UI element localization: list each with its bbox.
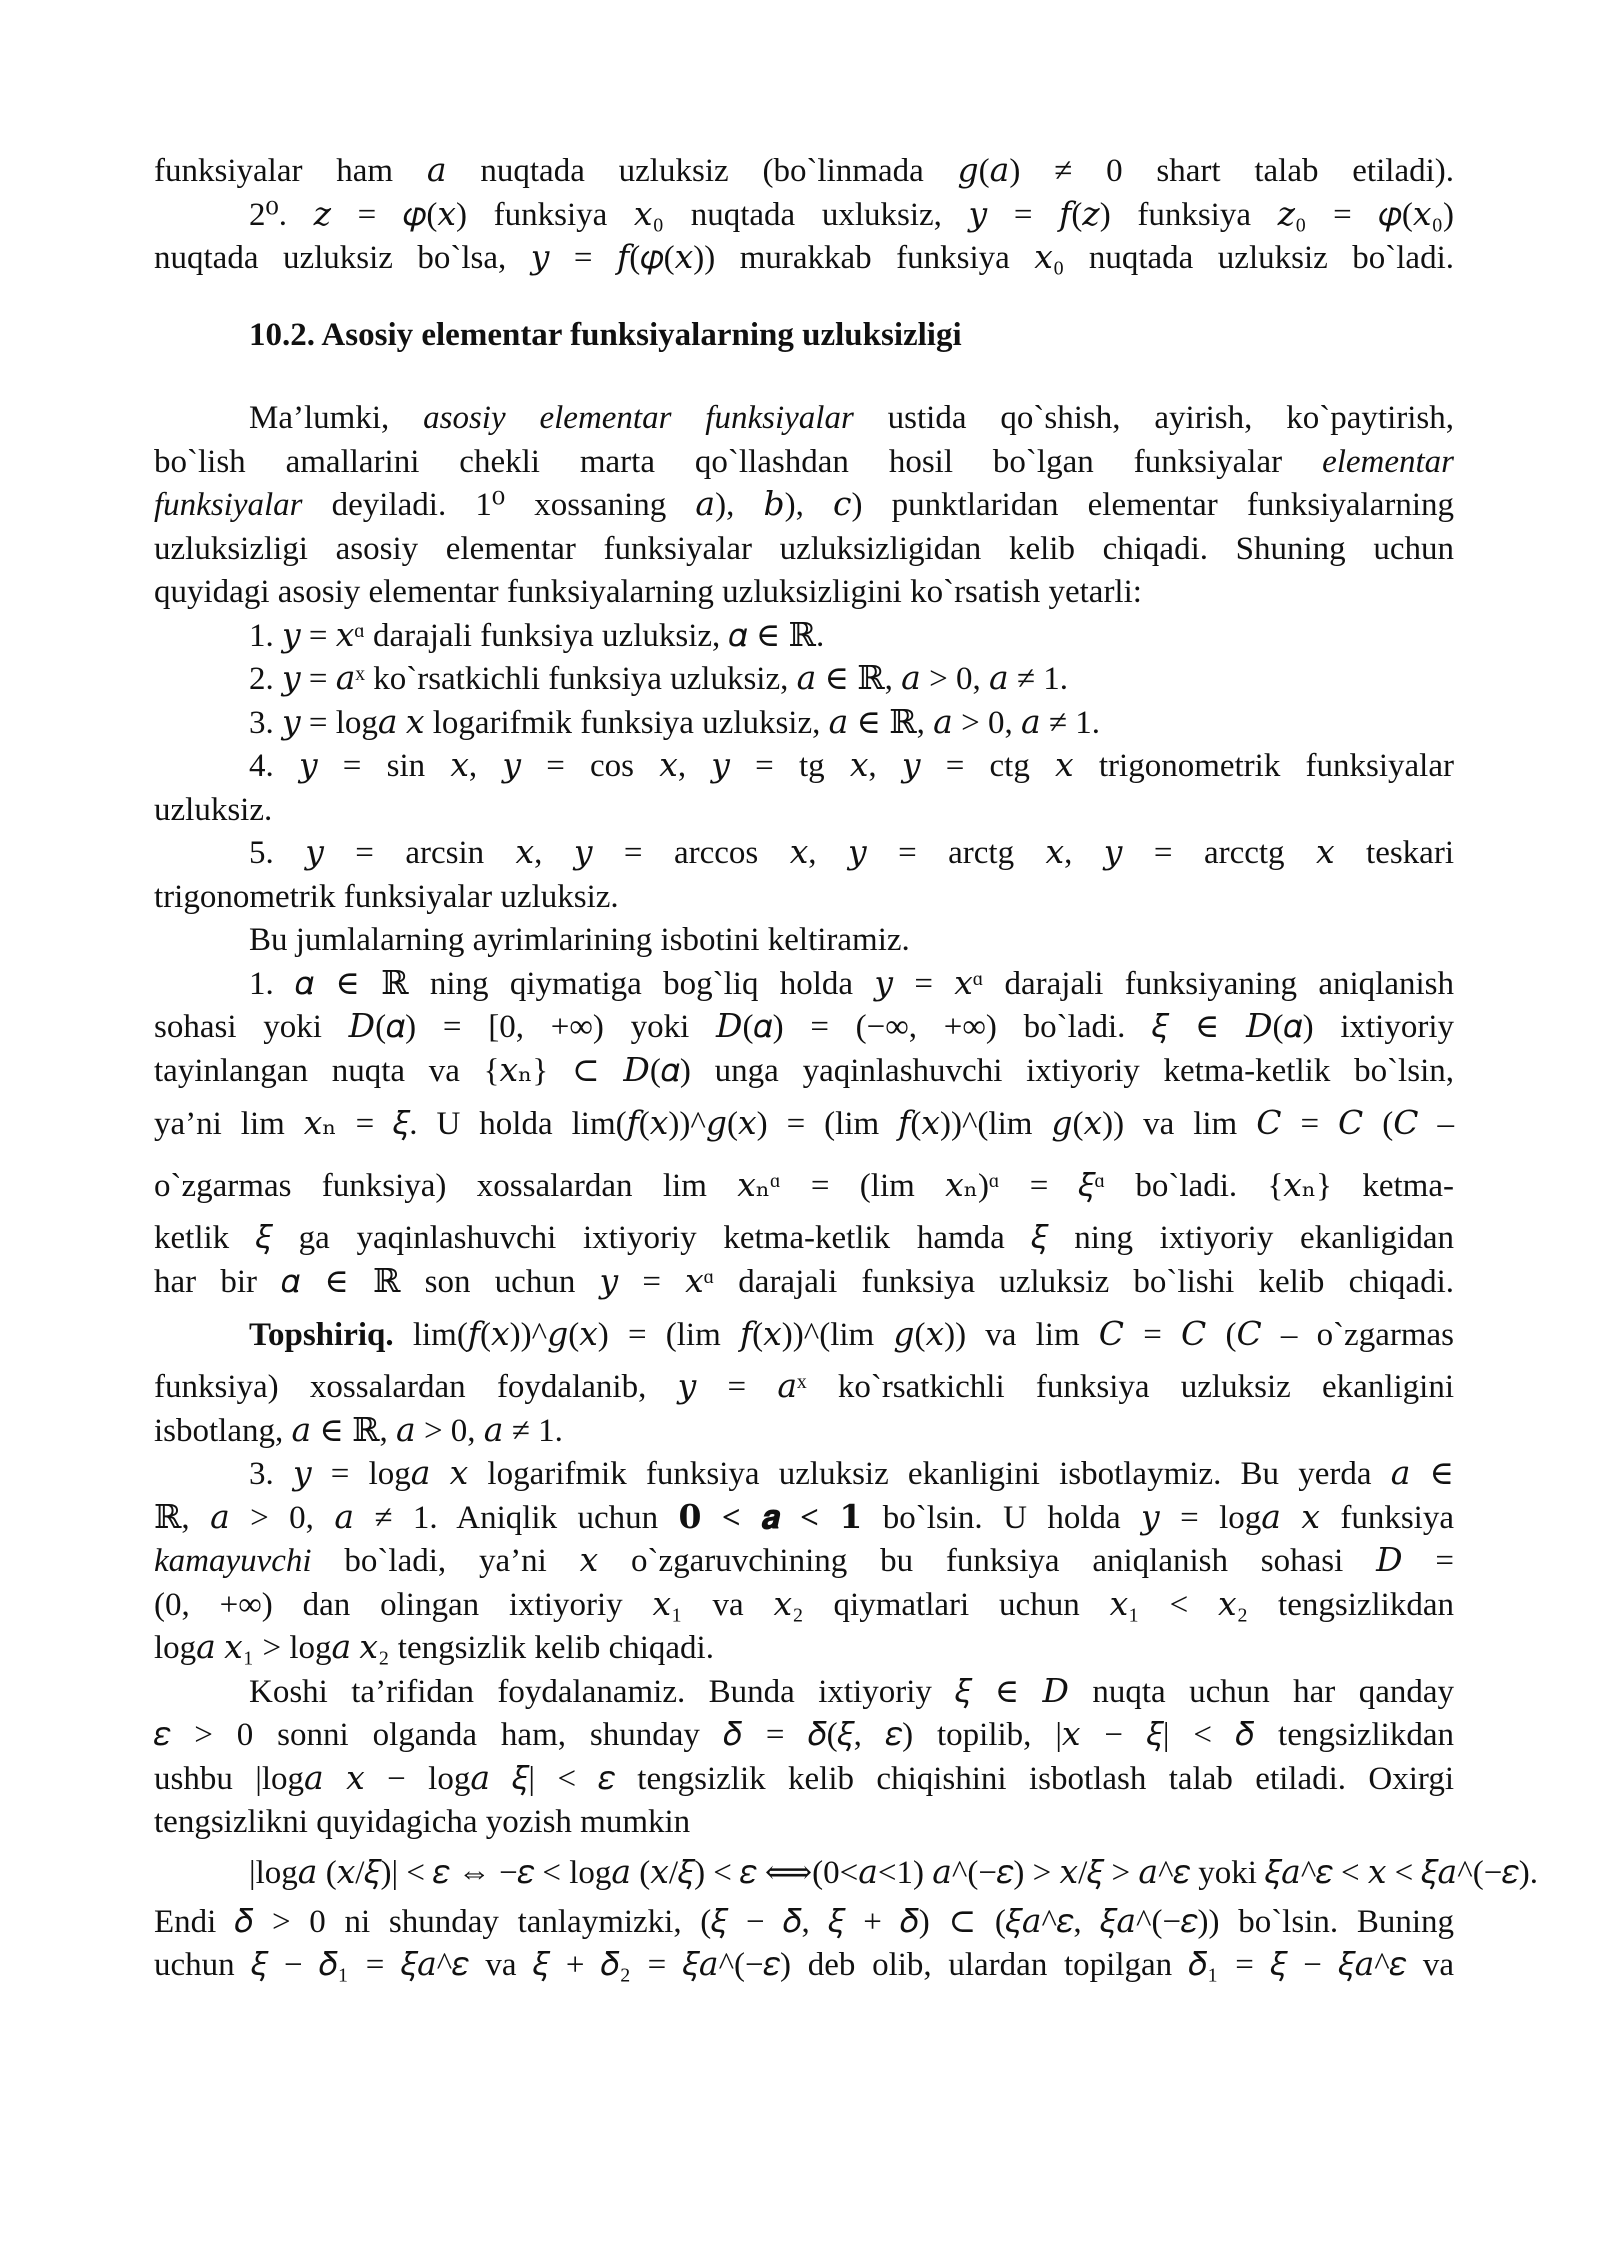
- text-line: uchun 𝜉 − 𝛿₁ = 𝜉𝑎^𝜀 va 𝜉 + 𝛿₂ = 𝜉𝑎^(−𝜀) deb olib, ulardan topilgan 𝛿₁ = 𝜉 − 𝜉𝑎^𝜀 va: [154, 1947, 1454, 1983]
- list-item: 4. 𝑦 = sin 𝑥, 𝑦 = cos 𝑥, 𝑦 = tg 𝑥, 𝑦 = ctg 𝑥 trigonometrik funksiyalar: [249, 748, 1454, 784]
- text-line: tayinlangan nuqta va {𝑥ₙ} ⊂ 𝐷(𝛼) unga yaqinlashuvchi ixtiyoriy ketma-ketlik bo`lsin,: [154, 1052, 1454, 1089]
- text-line: tengsizlikni quyidagicha yozish mumkin: [154, 1804, 691, 1840]
- section-heading: 10.2. Asosiy elementar funksiyalarning uzluksizligi: [249, 316, 962, 353]
- text-line: 3. 𝑦 = log𝑎 𝑥 logarifmik funksiya uzluksiz ekanligini isbotlaymiz. Bu yerda 𝑎 ∈: [249, 1456, 1454, 1492]
- text-line: Bu jumlalarning ayrimlarining isbotini keltiramiz.: [249, 922, 910, 958]
- text-line: (0, +∞) dan olingan ixtiyoriy 𝑥₁ va 𝑥₂ qiymatlari uchun 𝑥₁ < 𝑥₂ tengsizlikdan: [154, 1586, 1454, 1623]
- text-line: kamayuvchi bo`ladi, ya’ni 𝑥 o`zgaruvchining bu funksiya aniqlanish sohasi 𝐷 =: [154, 1543, 1455, 1579]
- text-line: quyidagi asosiy elementar funksiyalarning uzluksizligini ko`rsatish yetarli:: [154, 574, 1142, 610]
- text-line: 𝜀 > 0 sonni olganda ham, shunday 𝛿 = 𝛿(𝜉, 𝜀) topilib, |𝑥 − 𝜉| < 𝛿 tengsizlikdan: [154, 1717, 1454, 1753]
- text-line: sohasi yoki 𝐷(𝛼) = [0, +∞) yoki 𝐷(𝛼) = (−∞, +∞) bo`ladi. 𝜉 ∈ 𝐷(𝛼) ixtiyoriy: [154, 1009, 1454, 1045]
- text-line: nuqtada uzluksiz bo`lsa, 𝑦 = 𝑓(𝜑(𝑥)) murakkab funksiya 𝑥₀ nuqtada uzluksiz bo`ladi.: [154, 240, 1454, 276]
- text-line: ketlik 𝜉 ga yaqinlashuvchi ixtiyoriy ketma-ketlik hamda 𝜉 ning ixtiyoriy ekanligidan: [154, 1220, 1454, 1256]
- text-line: ushbu |log𝑎 𝑥 − log𝑎 𝜉| < 𝜀 tengsizlik kelib chiqishini isbotlash talab etiladi. Oxirgi: [154, 1760, 1454, 1797]
- text-line: bo`lish amallarini chekli marta qo`llashdan hosil bo`lgan funksiyalar elementar: [154, 443, 1455, 480]
- text-line: uzluksizligi asosiy elementar funksiyalar uzluksizligidan kelib chiqadi. Shuning uchun: [154, 530, 1454, 567]
- text-line: 2⁰. 𝑧 = 𝜑(𝑥) funksiya 𝑥₀ nuqtada uxluksiz, 𝑦 = 𝑓(𝑧) funksiya 𝑧₀ = 𝜑(𝑥₀): [249, 196, 1454, 233]
- formula-line: o`zgarmas funksiya) xossalardan lim 𝑥ₙᵅ = (lim 𝑥ₙ)ᵅ = 𝜉ᵅ bo`ladi. {𝑥ₙ} ketma-: [154, 1168, 1454, 1204]
- list-item: 2. 𝑦 = 𝑎ˣ ko`rsatkichli funksiya uzluksiz, 𝑎 ∈ ℝ, 𝑎 > 0, 𝑎 ≠ 1.: [249, 661, 1068, 697]
- formula-line: Topshiriq. lim(𝑓(𝑥))^𝑔(𝑥) = (lim 𝑓(𝑥))^(lim 𝑔(𝑥)) va lim 𝐶 = 𝐶 (𝐶 – o`zgarmas: [249, 1317, 1455, 1353]
- list-item: 5. 𝑦 = arcsin 𝑥, 𝑦 = arccos 𝑥, 𝑦 = arctg 𝑥, 𝑦 = arcctg 𝑥 teskari: [249, 835, 1454, 871]
- text-line: Ma’lumki, asosiy elementar funksiyalar ustida qo`shish, ayirish, ko`paytirish,: [249, 400, 1454, 436]
- list-item: 1. 𝑦 = 𝑥ᵅ darajali funksiya uzluksiz, 𝛼 ∈ ℝ.: [249, 617, 825, 654]
- text-line: ℝ, 𝑎 > 0, 𝑎 ≠ 1. Aniqlik uchun 𝟎 < 𝒂 < 𝟏 bo`lsin. U holda 𝑦 = log𝑎 𝑥 funksiya: [154, 1499, 1454, 1536]
- document-page: [154, 150, 1538, 1988]
- list-item: 3. 𝑦 = log𝑎 𝑥 logarifmik funksiya uzluksiz, 𝑎 ∈ ℝ, 𝑎 > 0, 𝑎 ≠ 1.: [249, 704, 1100, 741]
- text-line: trigonometrik funksiyalar uzluksiz.: [154, 878, 619, 915]
- text-line: funksiyalar deyiladi. 1⁰ xossaning 𝑎), 𝑏), 𝑐) punktlaridan elementar funksiyalarning: [154, 487, 1454, 523]
- formula-line: |log𝑎 (𝑥/𝜉)| < 𝜀 ⇔ −𝜀 < log𝑎 (𝑥/𝜉) < 𝜀 ⟺(0<𝑎<1) 𝑎^(−𝜀) > 𝑥/𝜉 > 𝑎^𝜀 yoki 𝜉𝑎^𝜀 < 𝑥 < 𝜉𝑎^(−𝜀).: [249, 1854, 1538, 1891]
- text-line: isbotlang, 𝑎 ∈ ℝ, 𝑎 > 0, 𝑎 ≠ 1.: [154, 1412, 563, 1449]
- text-line: har bir 𝛼 ∈ ℝ son uchun 𝑦 = 𝑥ᵅ darajali funksiya uzluksiz bo`lishi kelib chiqadi.: [154, 1263, 1454, 1300]
- text-line: 1. 𝛼 ∈ ℝ ning qiymatiga bog`liq holda 𝑦 = 𝑥ᵅ darajali funksiyaning aniqlanish: [249, 965, 1454, 1002]
- formula-line: ya’ni lim 𝑥ₙ = 𝜉. U holda lim(𝑓(𝑥))^𝑔(𝑥) = (lim 𝑓(𝑥))^(lim 𝑔(𝑥)) va lim 𝐶 = 𝐶 (𝐶 –: [154, 1106, 1454, 1142]
- text-line: funksiya) xossalardan foydalanib, 𝑦 = 𝑎ˣ ko`rsatkichli funksiya uzluksiz ekanligini: [154, 1369, 1454, 1405]
- text-line: Koshi ta’rifidan foydalanamiz. Bunda ixtiyoriy 𝜉 ∈ 𝐷 nuqta uchun har qanday: [249, 1673, 1454, 1710]
- text-line: uzluksiz.: [154, 791, 273, 828]
- text-line: funksiyalar ham 𝑎 nuqtada uzluksiz (bo`linmada 𝑔(𝑎) ≠ 0 shart talab etiladi).: [154, 153, 1454, 189]
- text-line: Endi 𝛿 > 0 ni shunday tanlaymizki, (𝜉 − 𝛿, 𝜉 + 𝛿) ⊂ (𝜉𝑎^𝜀, 𝜉𝑎^(−𝜀)) bo`lsin. Buning: [154, 1903, 1454, 1940]
- text-line: log𝑎 𝑥₁ > log𝑎 𝑥₂ tengsizlik kelib chiqadi.: [154, 1630, 714, 1666]
